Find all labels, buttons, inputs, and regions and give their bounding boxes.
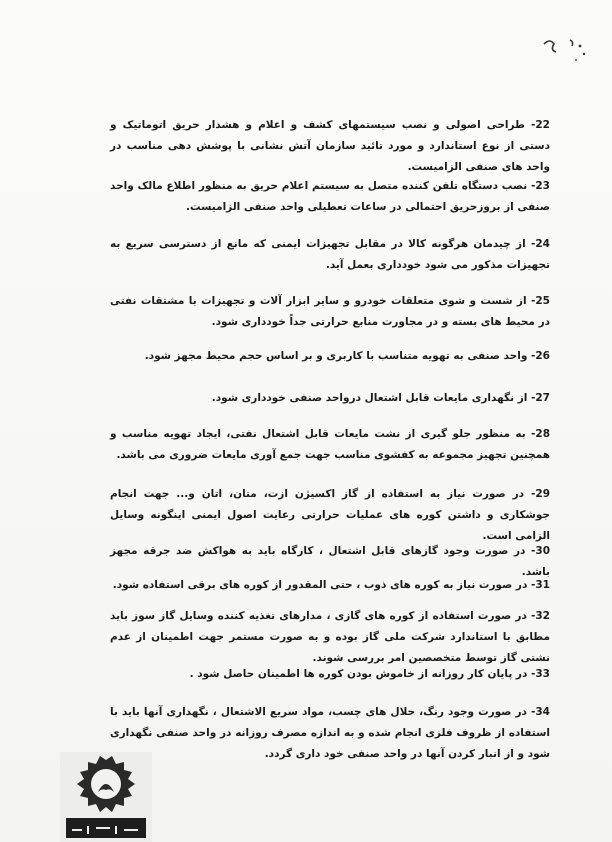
- item-32: 32- در صورت استفاده از کوره های گازی ، مدارهای تغذیه کننده وسایل گاز سوز باید مطابق با استاندارد شرکت ملی گاز بوده و به صورت مستمر جهت اطمینان از عدم نشتی گاز توسط متخصصین امر بررسی شوند.: [110, 610, 550, 664]
- item-22: 22- طراحی اصولی و نصب سیستمهای کشف و اعلام و هشدار حریق اتوماتیک و دستی از نوع استاندارد و مورد تائید سازمان آتش نشانی با پوشش دهی مناسب در واحد های صنفی الزامیست.: [110, 119, 550, 173]
- item-25: 25- از شست و شوی متعلقات خودرو و سایر ابزار آلات و تجهیزات با مشتقات نفتی در محیط های بسته و در مجاورت منابع حرارتی جداً خودداری شود.: [110, 295, 550, 328]
- item-27: 27- از نگهداری مایعات قابل اشتعال درواحد صنفی خودداری شود.: [211, 392, 550, 404]
- item-34: 34- در صورت وجود رنگ، حلال های چسب، مواد سریع الاشتعال ، نگهداری آنها باید با استفاده از ظروف فلزی انجام شده و به اندازه مصرف روزانه در واحد صنفی نگهداری شود و از انبار کردن آنها در واحد صنفی خود داری گردد.: [110, 706, 550, 760]
- organization-seal-logo: [60, 752, 152, 842]
- item-33: 33- در پایان کار روزانه از خاموش بودن کوره ها اطمینان حاصل شود .: [189, 668, 550, 680]
- item-30: 30- در صورت وجود گازهای قابل اشتعال ، کارگاه باید به هواکش ضد جرقه مجهز باشد.: [110, 545, 551, 578]
- item-23: 23- نصب دستگاه تلفن کننده متصل به سیستم اعلام حریق به منظور اطلاع مالک واحد صنفی از بروزحریق احتمالی در ساعات تعطیلی واحد صنفی الزامیست.: [110, 180, 550, 213]
- handwritten-mark: [540, 30, 590, 70]
- item-29: 29- در صورت نیاز به استفاده از گاز اکسیژن ازت، متان، اتان و... جهت انجام جوشکاری و داشتن کوره های عملیات حرارتی رعایت اصول ایمنی اینگونه وسایل الزامی است.: [110, 488, 551, 542]
- item-28: 28- به منظور جلو گیری از نشت مایعات قابل اشتعال نفتی، ایجاد تهویه مناسب و همچنین تجهیز مجموعه به کفشوی مناسب جهت جمع آوری مایعات ضروری می باشد.: [110, 428, 551, 461]
- item-26: 26- واحد صنفی به تهویه متناسب با کاربری و بر اساس حجم محیط مجهز شود.: [144, 350, 550, 362]
- item-31: 31- در صورت نیاز به کوره های ذوب ، حتی المقدور از کوره های برقی استفاده شود.: [112, 579, 550, 591]
- item-24: 24- از چیدمان هرگونه کالا در مقابل تجهیزات ایمنی که مانع از دسترسی سریع به تجهیزات مذکور می شود خودداری بعمل آید.: [110, 238, 550, 271]
